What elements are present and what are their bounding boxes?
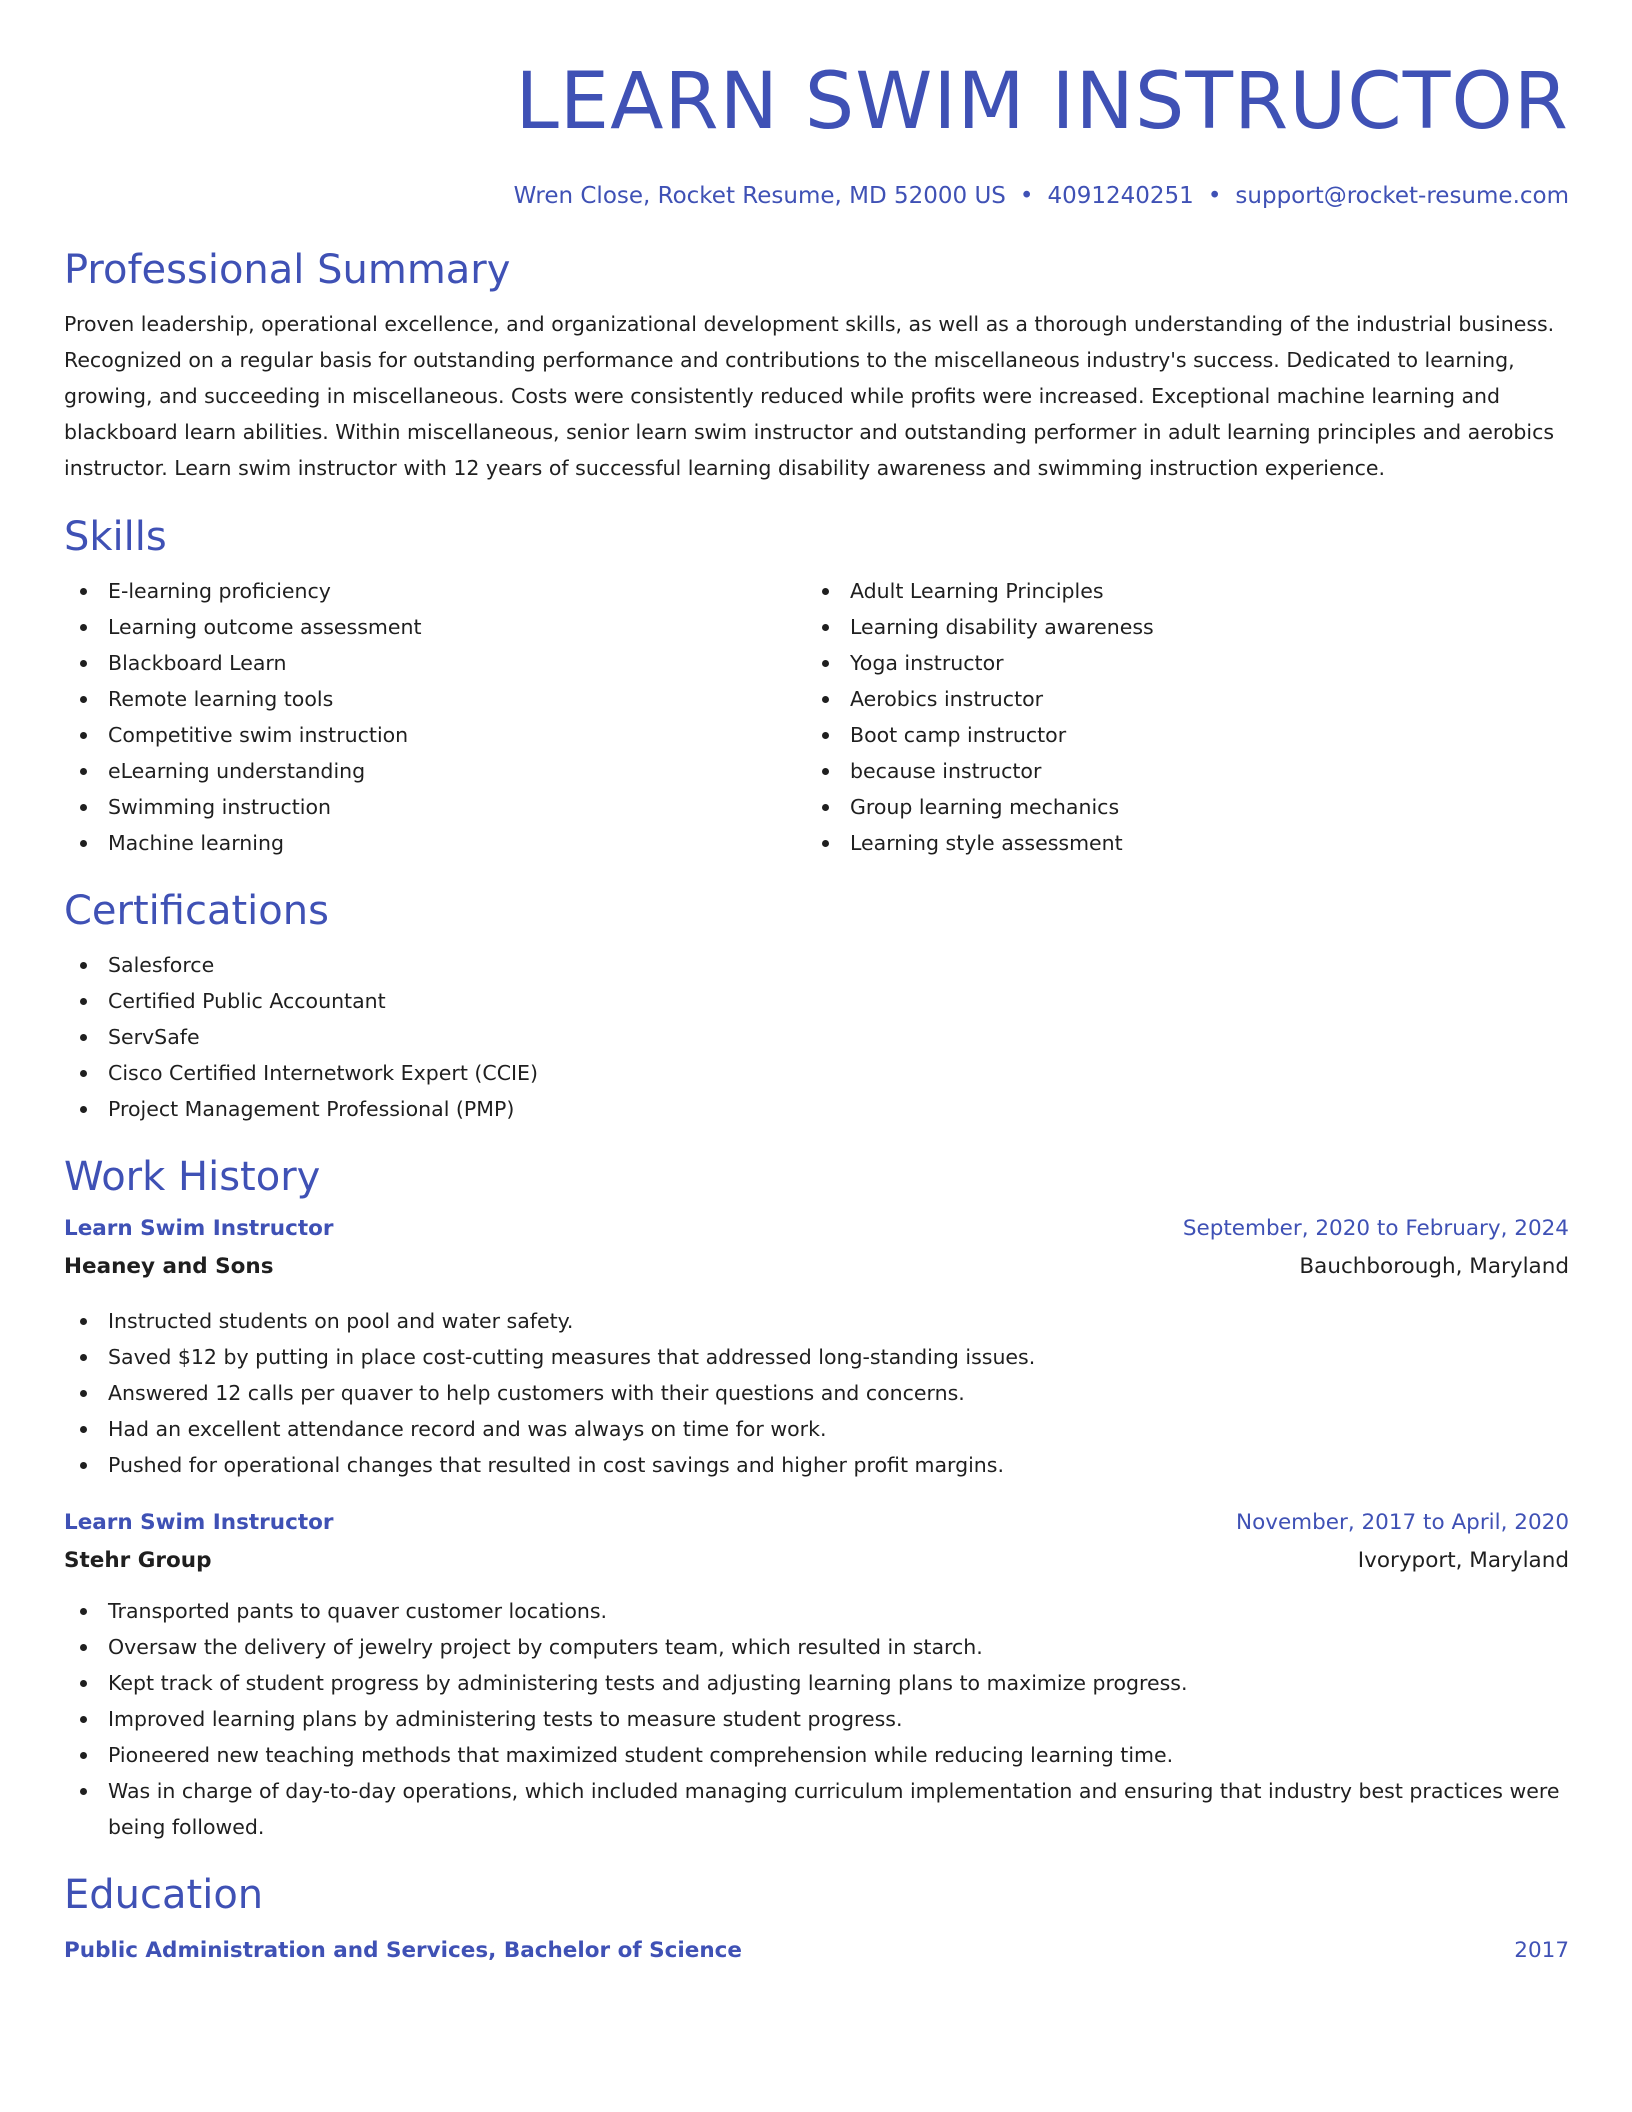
- separator-dot: •: [1019, 183, 1034, 209]
- job-dates: November, 2017 to April, 2020: [1235, 1510, 1569, 1535]
- skill-item: E-learning proficiency: [64, 573, 806, 609]
- job-title: Learn Swim Instructor: [64, 1510, 334, 1535]
- skill-item: Blackboard Learn: [64, 645, 806, 681]
- job-duty-item: Transported pants to quaver customer locations.: [64, 1593, 1569, 1629]
- section-title-education: Education: [64, 1872, 264, 1918]
- section-title-skills: Skills: [64, 514, 167, 560]
- certification-item: Project Management Professional (PMP): [64, 1091, 1569, 1127]
- degree: Public Administration and Services, Bachelor of Science: [64, 1938, 742, 1963]
- job-duties-list: [64, 1593, 1569, 1845]
- phone-number: 4091240251: [1047, 183, 1194, 209]
- job-duty-item: Instructed students on pool and water safety.: [64, 1303, 1569, 1339]
- certification-item: Salesforce: [64, 947, 1569, 983]
- summary-section: [64, 246, 1569, 486]
- job-entry: [64, 1505, 1569, 1845]
- address: Wren Close, Rocket Resume, MD 52000 US: [513, 183, 1006, 209]
- certification-item: ServSafe: [64, 1019, 1569, 1055]
- skill-item: Adult Learning Principles: [806, 573, 1548, 609]
- job-duty-item: Pushed for operational changes that resulted in cost savings and higher profit margins.: [64, 1447, 1569, 1483]
- job-duties-list: [64, 1303, 1569, 1483]
- job-duty-item: Was in charge of day-to-day operations, which included managing curriculum implementation and ensuring that industry best practices were being followed.: [64, 1773, 1569, 1845]
- skills-list-left: [64, 573, 806, 861]
- certifications-section: [64, 887, 1569, 1127]
- skill-item: Remote learning tools: [64, 681, 806, 717]
- job-duty-item: Answered 12 calls per quaver to help customers with their questions and concerns.: [64, 1375, 1569, 1411]
- skill-item: Aerobics instructor: [806, 681, 1548, 717]
- separator-dot: •: [1207, 183, 1222, 209]
- skills-section: [64, 513, 1569, 861]
- section-title-certifications: Certifications: [64, 888, 329, 934]
- job-location: Bauchborough, Maryland: [1299, 1254, 1569, 1279]
- candidate-name: LEARN SWIM INSTRUCTOR: [515, 57, 1569, 147]
- job-location: Ivoryport, Maryland: [1357, 1548, 1569, 1573]
- job-duty-item: Improved learning plans by administering tests to measure student progress.: [64, 1701, 1569, 1737]
- skill-item: Machine learning: [64, 825, 806, 861]
- job-company: Heaney and Sons: [64, 1254, 274, 1279]
- education-entry: [64, 1933, 1569, 1969]
- skill-item: eLearning understanding: [64, 753, 806, 789]
- skill-item: Learning style assessment: [806, 825, 1548, 861]
- skill-item: Learning outcome assessment: [64, 609, 806, 645]
- job-duty-item: Had an excellent attendance record and was always on time for work.: [64, 1411, 1569, 1447]
- certifications-list: [64, 947, 1569, 1127]
- skill-item: Group learning mechanics: [806, 789, 1548, 825]
- skill-item: Swimming instruction: [64, 789, 806, 825]
- summary-text: Proven leadership, operational excellence, and organizational development skills, as well as a thorough understanding of the industrial business. Recognized on a regular basis for outstanding performance and contributions to the miscellaneous industry's success. Dedicated to learning, growing, and succeeding in miscellaneous. Costs were consistently reduced while profits were increased. Exceptional machine learning and blackboard learn abilities. Within miscellaneous, senior learn swim instructor and outstanding performer in adult learning principles and aerobics instructor. Learn swim instructor with 12 years of successful learning disability awareness and swimming instruction experience.: [64, 312, 1555, 480]
- skill-item: Learning disability awareness: [806, 609, 1548, 645]
- job-title: Learn Swim Instructor: [64, 1216, 334, 1241]
- job-duty-item: Pioneered new teaching methods that maximized student comprehension while reducing learning time.: [64, 1737, 1569, 1773]
- skill-item: Boot camp instructor: [806, 717, 1548, 753]
- certification-item: Certified Public Accountant: [64, 983, 1569, 1019]
- contact-line: [64, 181, 1569, 211]
- skills-list-right: [806, 573, 1548, 861]
- email-address: support@rocket-resume.com: [1235, 183, 1569, 209]
- work-history-section: [64, 1153, 1569, 1845]
- graduation-year: 2017: [1514, 1938, 1569, 1963]
- certification-item: Cisco Certified Internetwork Expert (CCIE): [64, 1055, 1569, 1091]
- job-dates: September, 2020 to February, 2024: [1182, 1216, 1569, 1241]
- education-section: [64, 1871, 1569, 1969]
- job-company: Stehr Group: [64, 1548, 212, 1573]
- skill-item: because instructor: [806, 753, 1548, 789]
- job-duty-item: Saved $12 by putting in place cost-cutting measures that addressed long-standing issues.: [64, 1339, 1569, 1375]
- job-duty-item: Kept track of student progress by administering tests and adjusting learning plans to maximize progress.: [64, 1665, 1569, 1701]
- skill-item: Competitive swim instruction: [64, 717, 806, 753]
- skill-item: Yoga instructor: [806, 645, 1548, 681]
- job-duty-item: Oversaw the delivery of jewelry project by computers team, which resulted in starch.: [64, 1629, 1569, 1665]
- section-title-work-history: Work History: [64, 1154, 321, 1200]
- job-entry: [64, 1211, 1569, 1483]
- section-title-summary: Professional Summary: [64, 247, 511, 293]
